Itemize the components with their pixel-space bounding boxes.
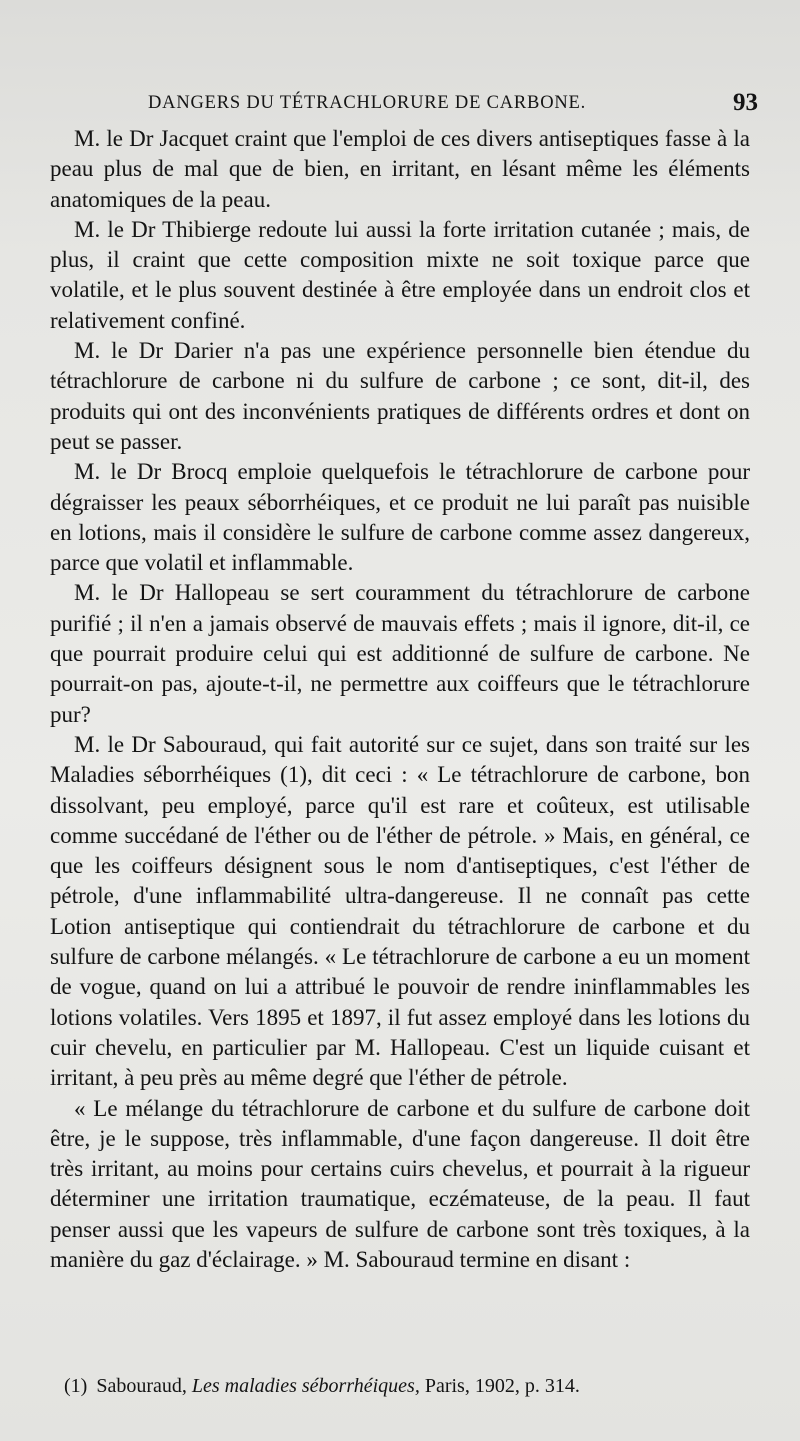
paragraph-quotation: « Le mélange du tétrachlorure de carbone et du sulfure de carbone doit être, je le suppose, très inflammable, d'une façon dangereuse. Il doit être très irritant, au moins pour certains cuirs chevelus, et pourrait à la rigueur déterminer une irritation traumatique, eczémateuse, de la peau. Il faut penser aussi que les vapeurs de sulfure de carbone sont très toxiques, à la manière du gaz d'éclairage. » M. Sabouraud termine en disant : — [50, 1095, 750, 1272]
paragraph-brocq: M. le Dr Brocq emploie quelquefois le tétrachlorure de carbone pour dégraisser les peaux séborrhéiques, et ce produit ne lui paraît pas nuisible en lotions, mais il considère le sulfure de carbone comme assez dangereux, parce que volatil et inflammable. — [50, 459, 750, 576]
paragraph-darier: M. le Dr Darier n'a pas une expérience personnelle bien étendue du tétrachlorure de carbone ni du sulfure de carbone ; ce sont, dit-il, des produits qui ont des inconvénients pratiques de différents ordres et dont on peut se passer. — [50, 338, 750, 454]
footnote-author: Sabouraud, — [96, 1375, 187, 1397]
page-number: 93 — [733, 89, 758, 116]
paragraph-thibierge: M. le Dr Thibierge redoute lui aussi la forte irritation cutanée ; mais, de plus, il craint que cette composition mixte ne soit toxique parce que volatile, et le plus souvent destinée à être employée dans un endroit clos et relativement confiné. — [50, 216, 750, 333]
running-title: DANGERS DU TÉTRACHLORURE DE CARBONE. — [148, 93, 587, 113]
footnote — [64, 1372, 754, 1400]
paragraph-hallopeau: M. le Dr Hallopeau se sert couramment du tétrachlorure de carbone purifié ; il n'en a jamais observé de mauvais effets ; mais il ignore, dit-il, ce que pourrait produire celui qui est additionné de sulfure de carbone. Ne pourrait-on pas, ajoute-t-il, ne permettre aux coiffeurs que le tétrachlorure pur? — [50, 580, 750, 727]
paragraph-jacquet: M. le Dr Jacquet craint que l'emploi de ces divers antiseptiques fasse à la peau plus de mal que de bien, en irritant, en lésant même les éléments anatomiques de la peau. — [50, 126, 750, 212]
footnote-marker: (1) — [64, 1375, 88, 1397]
running-header — [148, 89, 758, 121]
footnote-details: Paris, 1902, p. 314. — [424, 1375, 580, 1397]
body-text — [50, 124, 750, 1275]
footnote-title: Les maladies séborrhéiques, — [191, 1375, 420, 1397]
paragraph-sabouraud: M. le Dr Sabouraud, qui fait autorité sur ce sujet, dans son traité sur les Maladies séborrhéiques (1), dit ceci : « Le tétrachlorure de carbone, bon dissolvant, peu employé, parce qu'il est rare et coûteux, est utilisable comme succédané de l'éther ou de l'éther de pétrole. » Mais, en général, ce que les coiffeurs désignent sous le nom d'antiseptiques, c'est l'éther de pétrole, d'une inflammabilité ultra-dangereuse. Il ne connaît pas cette Lotion antiseptique qui contiendrait du tétrachlorure de carbone et du sulfure de carbone mélangés. « Le tétrachlorure de carbone a eu un moment de vogue, quand on lui a attribué le pouvoir de rendre ininflammables les lotions volatiles. Vers 1895 et 1897, il fut assez employé dans les lotions du cuir chevelu, en particulier par M. Hallopeau. C'est un liquide cuisant et irritant, à peu près au même degré que l'éther de pétrole. — [50, 731, 750, 1091]
